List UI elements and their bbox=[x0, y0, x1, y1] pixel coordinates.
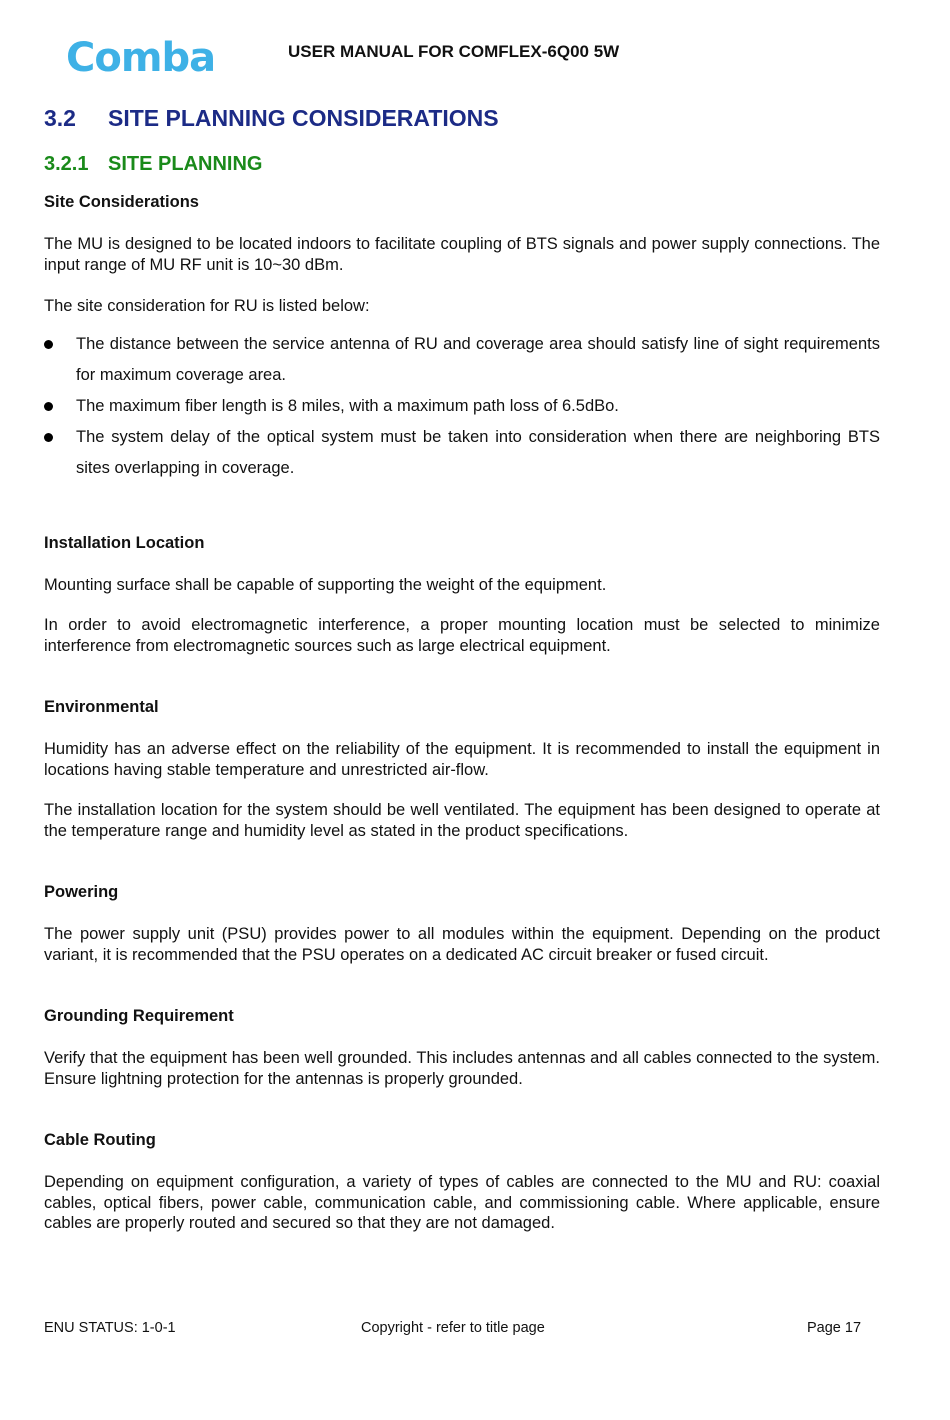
grounding-heading: Grounding Requirement bbox=[44, 1007, 234, 1025]
environmental-heading: Environmental bbox=[44, 698, 159, 716]
cable-routing-heading: Cable Routing bbox=[44, 1131, 156, 1149]
powering-paragraph: The power supply unit (PSU) provides power to all modules within the equipment. Depending on the product variant, it is recommended that the PSU operates on a dedicated AC circuit breaker or fused circuit. bbox=[44, 925, 880, 964]
document-header-title: USER MANUAL FOR COMFLEX-6Q00 5W bbox=[288, 42, 620, 61]
footer-copyright: Copyright - refer to title page bbox=[361, 1320, 545, 1336]
section-number: 3.2 bbox=[44, 105, 76, 131]
bullet-text: The maximum fiber length is 8 miles, with a maximum path loss of 6.5dBo. bbox=[76, 396, 619, 415]
footer-status: ENU STATUS: 1-0-1 bbox=[44, 1320, 176, 1336]
comba-logo: Comba bbox=[66, 35, 216, 81]
subsection-heading bbox=[44, 148, 880, 180]
site-considerations-heading: Site Considerations bbox=[44, 193, 199, 211]
site-considerations-paragraph-1: The MU is designed to be located indoors to facilitate coupling of BTS signals and power supply connections. The input range of MU RF unit is 10~30 dBm. bbox=[44, 235, 880, 274]
grounding-paragraph: Verify that the equipment has been well grounded. This includes antennas and all cables connected to the system. Ensure lightning protection for the antennas is properly grounded. bbox=[44, 1049, 880, 1088]
bullet-dot-icon bbox=[44, 340, 53, 349]
bullet-dot-icon bbox=[44, 433, 53, 442]
bullet-dot-icon bbox=[44, 402, 53, 411]
subsection-number: 3.2.1 bbox=[44, 153, 89, 175]
bullet-item bbox=[44, 422, 880, 484]
bullet-text: The distance between the service antenna of RU and coverage area should satisfy line of sight requirements for maximum coverage area. bbox=[76, 334, 880, 384]
subsection-title: SITE PLANNING bbox=[108, 153, 263, 175]
bullet-item bbox=[44, 391, 880, 422]
site-considerations-paragraph-2: The site consideration for RU is listed below: bbox=[44, 297, 370, 315]
bullet-item bbox=[44, 329, 880, 391]
footer-page-number: Page 17 bbox=[807, 1320, 862, 1336]
section-heading bbox=[44, 100, 880, 136]
installation-location-paragraph-2: In order to avoid electromagnetic interference, a proper mounting location must be selected to minimize interference from electromagnetic sources such as large electrical equipment. bbox=[44, 616, 880, 655]
environmental-paragraph-1: Humidity has an adverse effect on the reliability of the equipment. It is recommended to install the equipment in locations having stable temperature and unrestricted air-flow. bbox=[44, 740, 880, 779]
section-title: SITE PLANNING CONSIDERATIONS bbox=[108, 105, 499, 131]
bullet-text: The system delay of the optical system must be taken into consideration when there are neighboring BTS sites overlapping in coverage. bbox=[76, 427, 880, 477]
site-considerations-bullet-list bbox=[44, 329, 880, 484]
environmental-paragraph-2: The installation location for the system should be well ventilated. The equipment has been designed to operate at the temperature range and humidity level as stated in the product specifications. bbox=[44, 801, 880, 840]
page-content bbox=[44, 100, 880, 1234]
cable-routing-paragraph: Depending on equipment configuration, a variety of types of cables are connected to the MU and RU: coaxial cables, optical fibers, power cable, communication cable, and commissioning cable. Where applicable, ensure cables are properly routed and secured so that they are not damaged. bbox=[44, 1173, 880, 1232]
installation-location-paragraph-1: Mounting surface shall be capable of supporting the weight of the equipment. bbox=[44, 575, 607, 594]
installation-location-heading: Installation Location bbox=[44, 533, 205, 552]
powering-heading: Powering bbox=[44, 883, 119, 901]
